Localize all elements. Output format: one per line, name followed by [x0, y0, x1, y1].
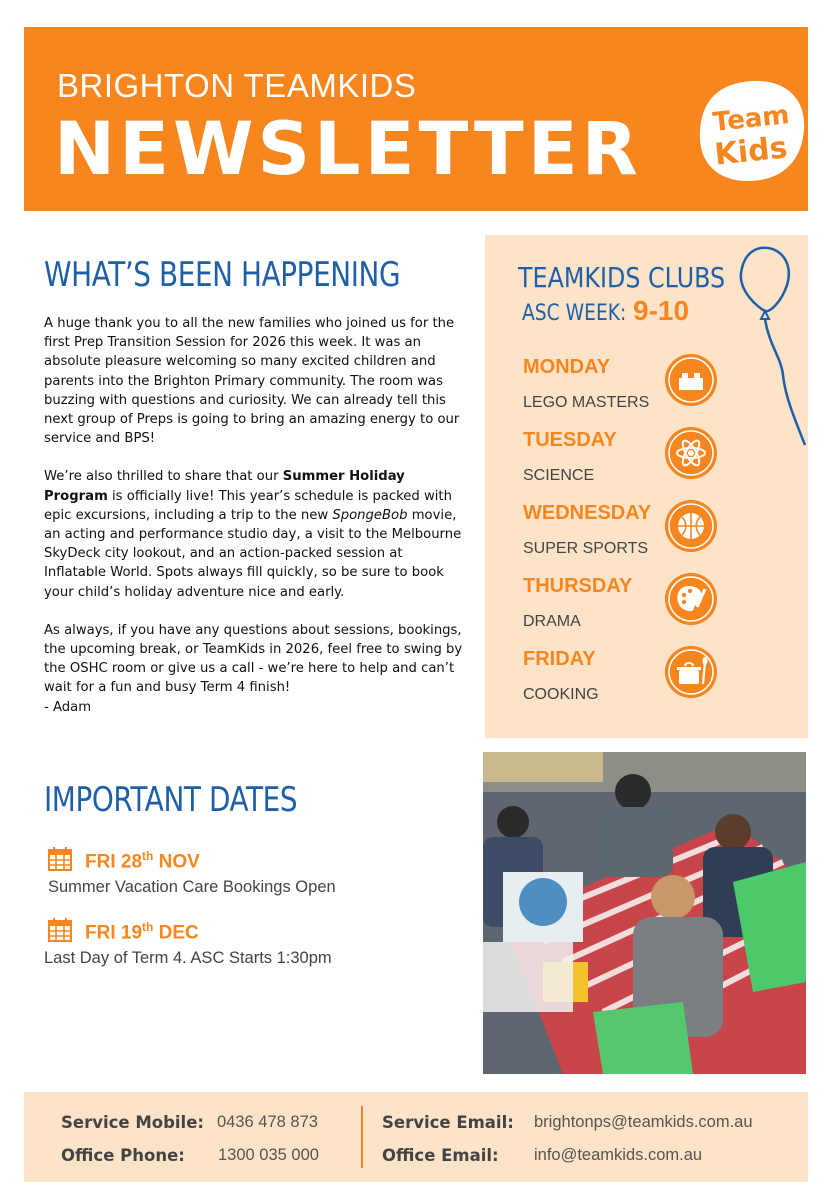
happening-paragraph-3: As always, if you have any questions about sessions, bookings, the upcoming break, or TeamKids in 2026, feel free to swing by the OSHC room or give us a call - we’re here to help and can’t wait for a fun and busy Term 4 finish!: [44, 622, 463, 696]
date-label: FRI 19th DEC: [85, 920, 199, 944]
service-email-value[interactable]: brightonps@teamkids.com.au: [534, 1113, 753, 1131]
office-phone-label: Office Phone:: [61, 1146, 185, 1165]
club-day: TUESDAY: [523, 429, 617, 451]
happening-paragraph-1: A huge thank you to all the new families who joined us for the first Prep Transition Session for 2026 this week. It was an absolute pleasure welcoming so many excited children and parents into the Brighton Primary community. The room was buzzing with questions and curiosity. We can already tell this next group of Preps is going to bring an amazing energy to our service and BPS!: [44, 316, 460, 447]
date-description: Summer Vacation Care Bookings Open: [48, 878, 336, 896]
calendar-icon: [48, 918, 72, 942]
newsletter-header: [24, 27, 808, 211]
club-activity: DRAMA: [523, 613, 581, 630]
svg-text:Team: Team: [711, 100, 791, 138]
service-mobile-label: Service Mobile:: [61, 1113, 205, 1132]
header-title: NEWSLETTER: [54, 107, 642, 192]
asc-week-label: ASC WEEK:: [522, 301, 627, 326]
clubs-title: TEAMKIDS CLUBS: [518, 261, 726, 294]
happening-paragraph-2: We’re also thrilled to share that our Summer Holiday Program is officially live! This year’s schedule is packed with epic excursions, including a trip to the new SpongeBob movie, an acting and performance studio day, a visit to the Melbourne SkyDeck city lookout, and an action-packed session at Inflatable World. Spots always fill quickly, so be sure to book your child’s holiday adventure nice and early.: [44, 469, 462, 600]
club-activity: SUPER SPORTS: [523, 540, 649, 557]
club-activity: SCIENCE: [523, 467, 595, 484]
office-email-label: Office Email:: [382, 1146, 499, 1165]
club-wednesday: [523, 502, 793, 564]
club-monday: [523, 356, 793, 418]
service-email-label: Service Email:: [382, 1113, 514, 1132]
palette-icon: [665, 573, 717, 625]
cooking-pot-icon: [665, 646, 717, 698]
club-day: THURSDAY: [523, 575, 633, 597]
children-painting-photo: [483, 752, 806, 1074]
atom-icon: [665, 427, 717, 479]
lego-brick-icon: [665, 354, 717, 406]
signoff: - Adam: [44, 699, 92, 715]
club-friday: [523, 648, 793, 710]
date-description: Last Day of Term 4. ASC Starts 1:30pm: [44, 949, 332, 967]
club-tuesday: [523, 429, 793, 491]
happening-body: [44, 314, 464, 717]
teamkids-logo: [696, 77, 808, 185]
clubs-panel: [485, 235, 808, 738]
svg-text:Kids: Kids: [712, 130, 790, 173]
calendar-icon: [48, 847, 72, 871]
happening-heading: WHAT’S BEEN HAPPENING: [44, 255, 401, 295]
club-day: WEDNESDAY: [523, 502, 652, 524]
office-email-value[interactable]: info@teamkids.com.au: [534, 1146, 703, 1164]
asc-week-number: 9-10: [633, 295, 690, 326]
date-label: FRI 28th NOV: [85, 849, 200, 873]
club-day: FRIDAY: [523, 648, 596, 670]
footer-divider: [361, 1106, 363, 1168]
club-activity: COOKING: [523, 686, 599, 703]
club-activity: LEGO MASTERS: [523, 394, 650, 411]
basketball-icon: [665, 500, 717, 552]
contact-footer: [24, 1092, 808, 1182]
club-day: MONDAY: [523, 356, 611, 378]
balloon-icon: [735, 245, 825, 455]
club-thursday: [523, 575, 793, 637]
important-dates-heading: IMPORTANT DATES: [44, 780, 298, 820]
header-subtitle: BRIGHTON TEAMKIDS: [57, 67, 417, 104]
office-phone-value[interactable]: 1300 035 000: [218, 1146, 319, 1164]
service-mobile-value[interactable]: 0436 478 873: [217, 1113, 318, 1131]
